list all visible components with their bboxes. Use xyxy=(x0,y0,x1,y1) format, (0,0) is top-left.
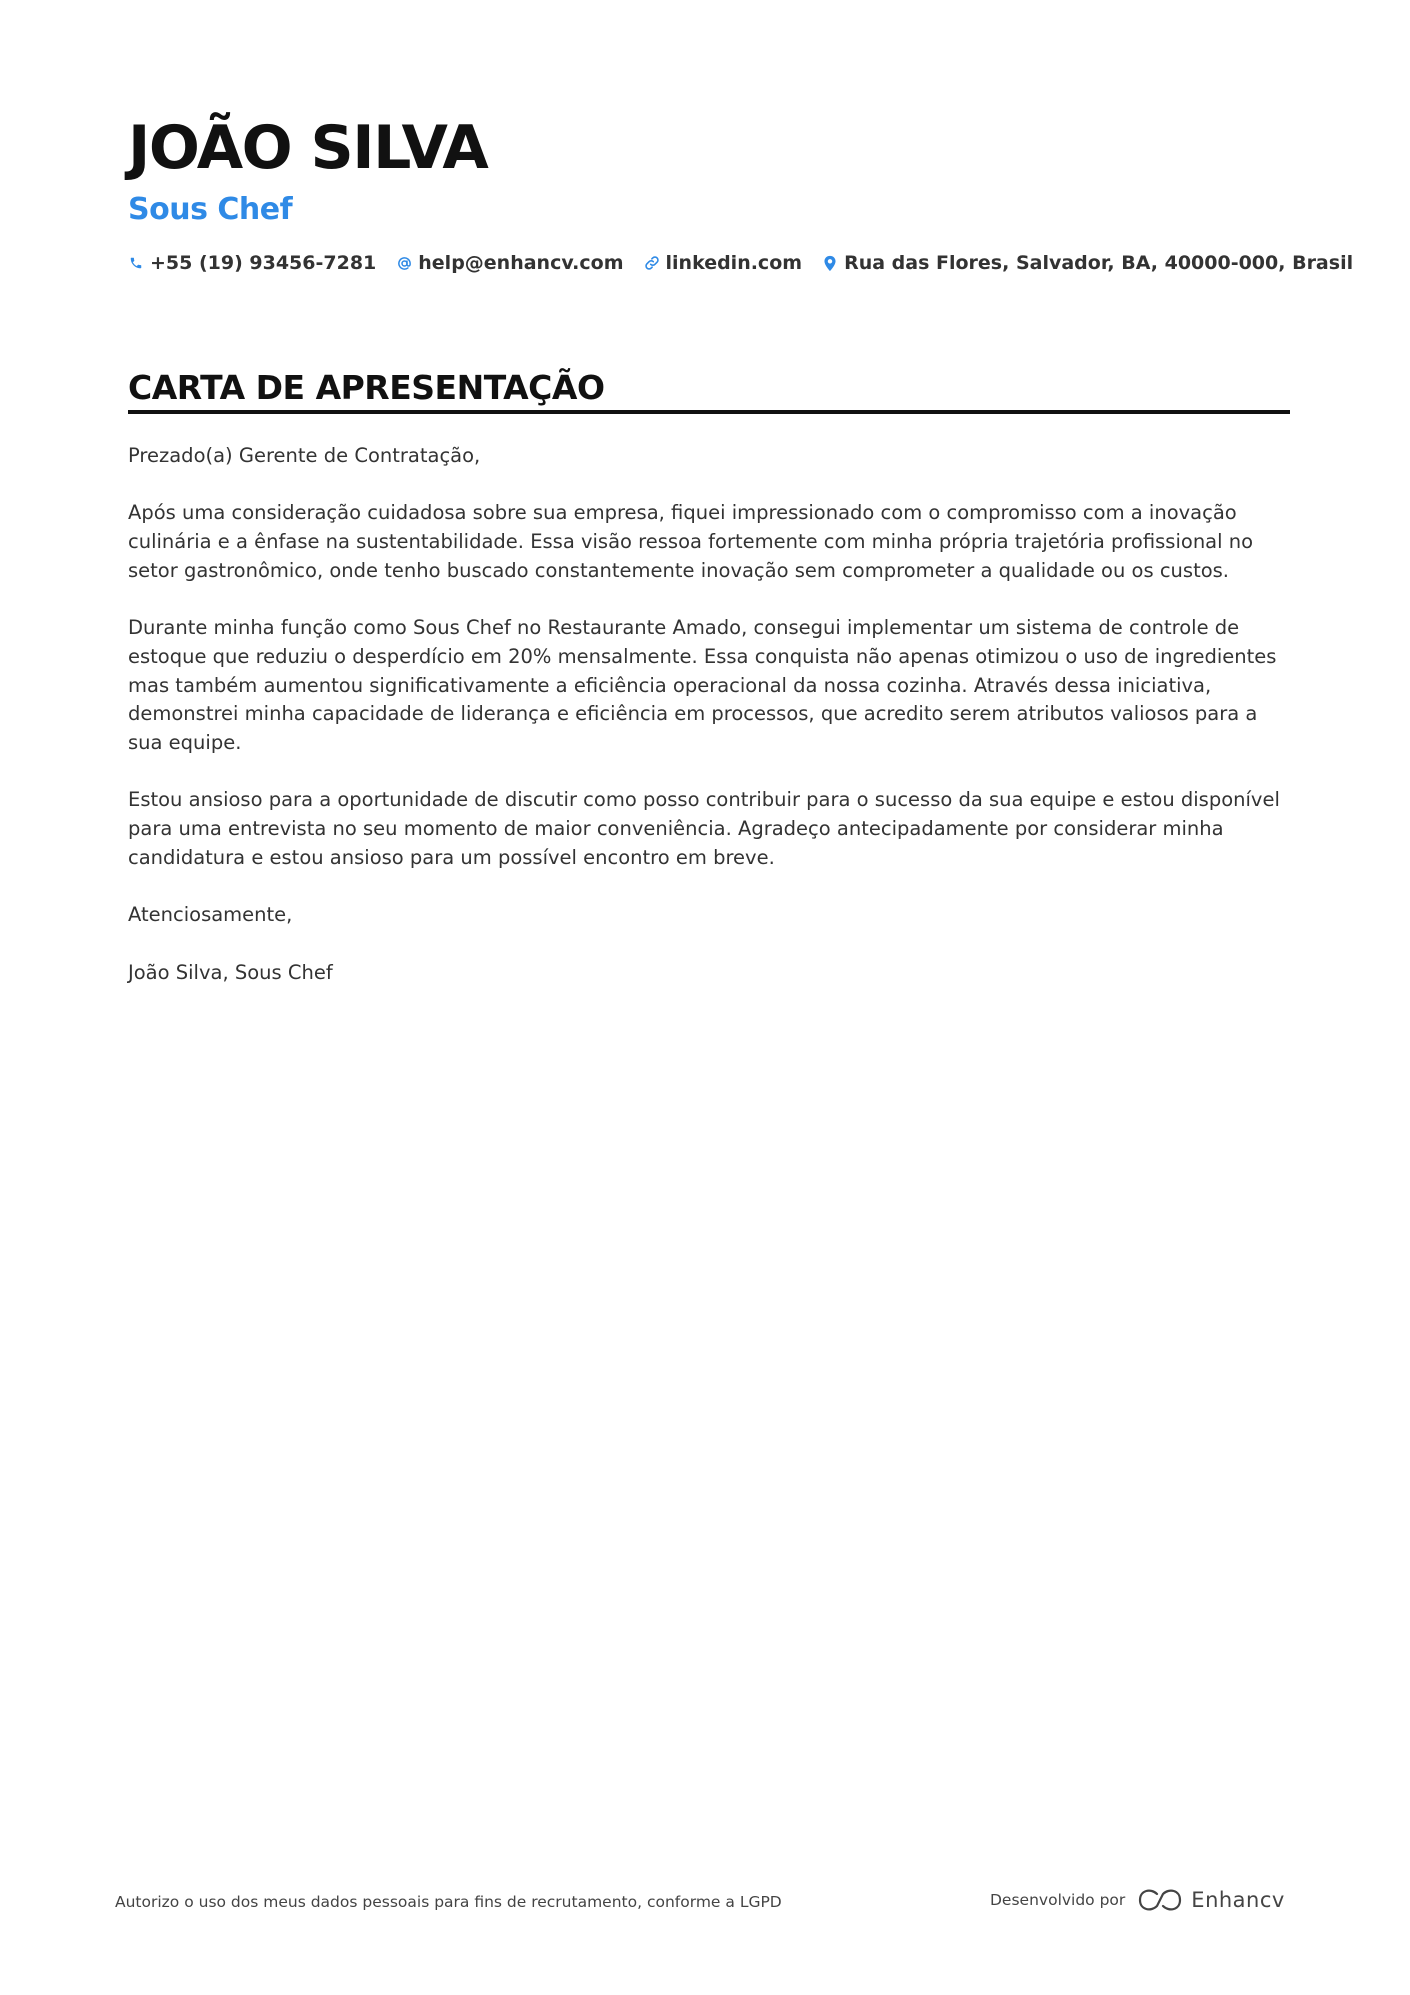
letter-closing: Atenciosamente, xyxy=(128,903,293,927)
at-sign-icon xyxy=(396,254,412,272)
contact-linkedin[interactable] xyxy=(644,252,803,274)
consent-note: Autorizo o uso dos meus dados pessoais para fins de recrutamento, conforme a LGPD xyxy=(115,1893,782,1911)
contact-phone[interactable] xyxy=(128,252,376,274)
contact-address-text: Rua das Flores, Salvador, BA, 40000-000, Brasil xyxy=(844,252,1354,274)
contact-phone-text: +55 (19) 93456-7281 xyxy=(150,252,377,274)
contact-email[interactable] xyxy=(396,252,623,274)
candidate-name: JOÃO SILVA xyxy=(128,113,488,183)
letter-greeting: Prezado(a) Gerente de Contratação, xyxy=(128,444,481,467)
contact-email-text: help@enhancv.com xyxy=(418,252,624,274)
powered-by-label: Desenvolvido por xyxy=(990,1891,1126,1909)
enhancv-wordmark: Enhancv xyxy=(1191,1888,1285,1912)
contact-address xyxy=(822,252,1353,274)
contact-bar xyxy=(128,252,1353,274)
enhancv-logo xyxy=(1137,1888,1285,1912)
letter-paragraph: Durante minha função como Sous Chef no Restaurante Amado, consegui implementar um sistema de controle de estoque que reduziu o desperdício em 20% mensalmente. Essa conquista não apenas otimizou o uso de ingredientes mas também aumentou significativamente a eficiência operacional da nossa cozinha. Através dessa iniciativa, demonstrei minha capacidade de liderança e eficiência em processos, que acredito serem atributos valiosos para a sua equipe. xyxy=(128,616,1277,754)
letter-body xyxy=(128,442,1293,1016)
letter-signature: João Silva, Sous Chef xyxy=(128,960,333,984)
letter-paragraph: Após uma consideração cuidadosa sobre sua empresa, fiquei impressionado com o compromisso com a inovação culinária e a ênfase na sustentabilidade. Essa visão ressoa fortemente com minha própria trajetória profissional no setor gastronômico, onde tenho buscado constantemente inovação sem comprometer a qualidade ou os custos. xyxy=(128,501,1254,582)
section-title: CARTA DE APRESENTAÇÃO xyxy=(128,368,605,407)
phone-icon xyxy=(128,254,144,272)
contact-linkedin-text: linkedin.com xyxy=(665,252,803,274)
section-divider xyxy=(128,410,1290,414)
letter-paragraph: Estou ansioso para a oportunidade de discutir como posso contribuir para o sucesso da sua equipe e estou disponível para uma entrevista no seu momento de maior conveniência. Agradeço antecipadamente por considerar minha candidatura e estou ansioso para um possível encontro em breve. xyxy=(128,788,1280,869)
link-icon xyxy=(644,254,660,272)
candidate-role: Sous Chef xyxy=(128,192,293,227)
powered-by[interactable] xyxy=(990,1888,1285,1912)
location-pin-icon xyxy=(822,254,838,272)
enhancv-logo-icon xyxy=(1137,1888,1183,1912)
